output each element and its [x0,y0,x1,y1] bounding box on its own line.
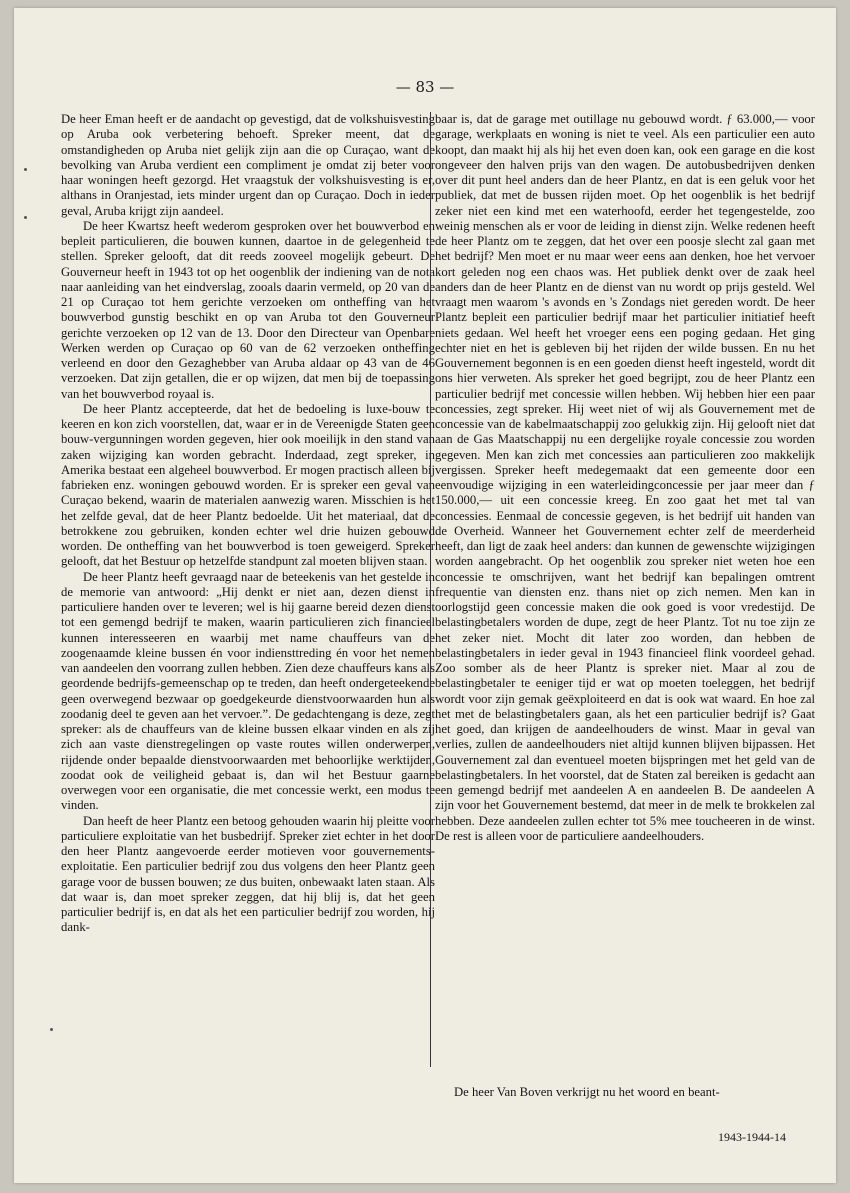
scan-speck [50,1028,53,1031]
left-column [61,112,435,936]
closing-line: De heer Van Boven verkrijgt nu het woord en beant- [454,1085,720,1099]
paragraph: baar is, dat de garage met outillage nu gebouwd wordt. ƒ 63.000,— voor garage, werkplaats en woning is niet te veel. Als een particulier een auto koopt, dan maakt hij als hij het even doen kan, ook een garage en die kost ongeveer den halven prijs van den wagen. De autobusbedrijven denken over dit punt heel anders dan de heer Plantz, en dat is een geluk voor het publiek, dat met de bussen rijden moet. Op het oogenblik is het bedrijf zeker niet een kind met een waterhoofd, eerder het tegengestelde, zoo weinig menschen als er voor de leiding in dienst zijn. Welke redenen heeft de heer Plantz om te zeggen, dat het over een poosje slecht zal gaan met het bedrijf? Men moet er nu maar weer eens aan denken, hoe het vervoer kort geleden nog een chaos was. Het publiek denkt over de zaak heel anders dan de heer Plantz en de dienst van nu wordt op prijs gesteld. Wel vraagt men waarom 's avonds en 's Zondags niet gereden wordt. De heer Plantz bepleit een particulier bedrijf maar het particulier initiatief heeft niets gedaan. Wel heeft het vroeger eens een poging gedaan. Het ging echter niet en het is gebleven bij het rijden der wilde bussen. En nu het Gouvernement begonnen is en een goeden dienst heeft ingesteld, wordt dit ons hier verweten. Als spreker het goed begrijpt, zou de heer Plantz een particulier bedrijf met concessie willen hebben. Wij hebben hier een paar concessies, zegt spreker. Hij weet niet of wij als Gouvernement met de concessie van de kabelmaatschappij zoo gelukkig zijn. Hij gelooft niet dat aan de Gas Maatschappij nu een dergelijke royale concessie zou worden gegeven. Men kan zich met concessies aan particulieren zoo makkelijk vergissen. Spreker heeft medegemaakt dat een gemeente door een eenvoudige wijziging in een waterleidingconcessie per jaar meer dan ƒ 150.000,— uit een concessie kreeg. En zoo gaat het met tal van concessies. Eenmaal de concessie gegeven, is het bedrijf uit handen van de Overheid. Wanneer het Gouvernement echter zelf de meerderheid heeft, dan ligt de zaak heel anders: dan kunnen de gewenschte wijzigingen worden aangebracht. Op het oogenblik zou spreker niet weten hoe een concessie te omschrijven, want het bedrijf kan bepalingen omtrent frequentie van diensten enz. thans niet op zich nemen. Men kan in oorlogstijd geen concessie maken die ook goed is voor vredestijd. De belastingbetalers worden de dupe, zegt de heer Plantz. Tot nu toe zijn ze het zeker niet. Mocht dit later zoo worden, dan hebben de belastingbetalers in ieder geval in 1943 financieel flink voordeel gehad. Zoo somber als de heer Plantz is spreker niet. Maar al zou de belastingbetaler te eeniger tijd er wat op moeten toeleggen, het bedrijf wordt voor zijn gemak geëxploiteerd en dat is ook wat waard. En hoe zal het met de belastingbetalers gaan, als het een particulier bedrijf is? Gaat het goed, dan krijgen de aandeelhouders de winst. Maar in geval van verlies, zullen de aandeelhouders niet altijd kunnen blijven bijpassen. Het Gouvernement zal dan eventueel moeten bijspringen met het geld van de belastingbetalers. In het voorstel, dat de Staten zal bereiken is gedacht aan een gemengd bedrijf met aandeelen A en aandeelen B. De aandeelen A zijn voor het Gouvernement bestemd, dat meer in de melk te brokkelen zal hebben. Deze aandeelen zullen echter tot 5% mee toucheeren in de winst. De rest is alleen voor de particuliere aandeelhouders. [435,112,815,843]
paragraph: De heer Plantz heeft gevraagd naar de beteekenis van het gestelde in de memorie van antwoord: „Hij denkt er niet aan, dezen dienst in particuliere handen over te leveren; wel is hij gaarne bereid dezen dienst tot een gemengd bedrijf te maken, waarin particulieren zich financieel kunnen interesseeren en waarbij met name chauffeurs van de zoogenaamde kleine bussen én voor indiensttreding én voor het nemen van aandeelen den voorrang zullen hebben. Zien deze chauffeurs kans als geordende bedrijfs-gemeenschap op te treden, dan heeft ondergeteekende geen overwegend bezwaar op goedgekeurde dienstvoorwaarden hun als zoodanig deel te geven aan het vervoer.”. De gedachtengang is deze, zegt spreker: als de chauffeurs van de kleine bussen elkaar vinden en als zij zich aan vaste dienstregelingen op vaste routes willen onderwerpen, rijdende onder bepaalde dienstvoorwaarden met behoorlijke werktijden, zoodat ook de veiligheid gebaat is, dan wil het Bestuur gaarne overwegen voor een organisatie, die met concessie werkt, een modus te vinden. [61,569,435,813]
footer-code: 1943-1944-14 [718,1130,786,1144]
right-column [430,112,815,1067]
paragraph: De heer Eman heeft er de aandacht op gevestigd, dat de volkshuisvesting op Aruba ook verbetering behoeft. Spreker meent, dat de omstandigheden op Aruba niet gelijk zijn aan die op Curaçao, want de bevolking van Aruba verdient een compliment je omdat zij beter voor haar woningen heeft gezorgd. Het vraagstuk der volkshuisvesting is er, althans in Oranjestad, iets minder urgent dan op Curaçao. Doch in ieder geval, Aruba krijgt zijn aandeel. [61,112,435,218]
paragraph: De heer Plantz accepteerde, dat het de bedoeling is luxe-bouw te keeren en kon zich voorstellen, dat, waar er in de Vereenigde Staten geen bouw-vergunningen worden gegeven, hier ook moeilijk in den stand van zaken wijziging kan worden gebracht. Inderdaad, zegt spreker, in Amerika bestaat een algeheel bouwverbod. Er mogen practisch alleen bij fabrieken enz. woningen gebouwd worden. Er is spreker een geval van Curaçao bekend, waarin de materialen aanwezig waren. Misschien is het het zelfde geval, dat de heer Plantz bedoelde. Uit het materiaal, dat de betrokkene zou gebruiken, konden echter wel drie huizen gebouwd worden. De ontheffing van het bouwverbod is toen geweigerd. Spreker gelooft, dat het Bestuur op hetzelfde standpunt zal moeten blijven staan. [61,401,435,569]
page-number: — 83 — [395,78,455,96]
scan-speck [24,216,27,219]
scan-speck [24,168,27,171]
paragraph: De heer Kwartsz heeft wederom gesproken over het bouwverbod en bepleit particulieren, die bouwen kunnen, daartoe in de gelegenheid te stellen. Spreker gelooft, dat dit reeds zooveel mogelijk gebeurt. De Gouverneur heeft in 1943 tot op het oogenblik der indiening van de nota naar aanleiding van het eindverslag, zooals daarin vermeld, op 20 van de 21 op Curaçao tot hem gerichte verzoeken om ontheffing van het bouwverbod gunstig beschikt en op van Aruba tot den Gouverneur gerichte verzoeken op 12 van de 13. Door den Directeur van Openbare Werken werden op Curaçao op 60 van de 62 verzoeken ontheffing verleend en door den Gezaghebber van Aruba aldaar op 43 van de 46 verzoeken. Dat zijn getallen, die er op wijzen, dat men bij de toepassing van het bouwverbod royaal is. [61,218,435,401]
document-page [14,8,836,1183]
paragraph: Dan heeft de heer Plantz een betoog gehouden waarin hij pleitte voor particuliere exploitatie van het busbedrijf. Spreker ziet echter in het door den heer Plantz aangevoerde eerder motieven voor gouvernements-exploitatie. Een particulier bedrijf zou dus volgens den heer Plantz geen garage voor de bussen bouwen; ze dus buiten, onbewaakt laten staan. Als dat waar is, dan moet spreker zeggen, dat hij blij is, dat het geen particulier bedrijf is, en dat als het een particulier bedrijf zou worden, hij dank- [61,813,435,935]
